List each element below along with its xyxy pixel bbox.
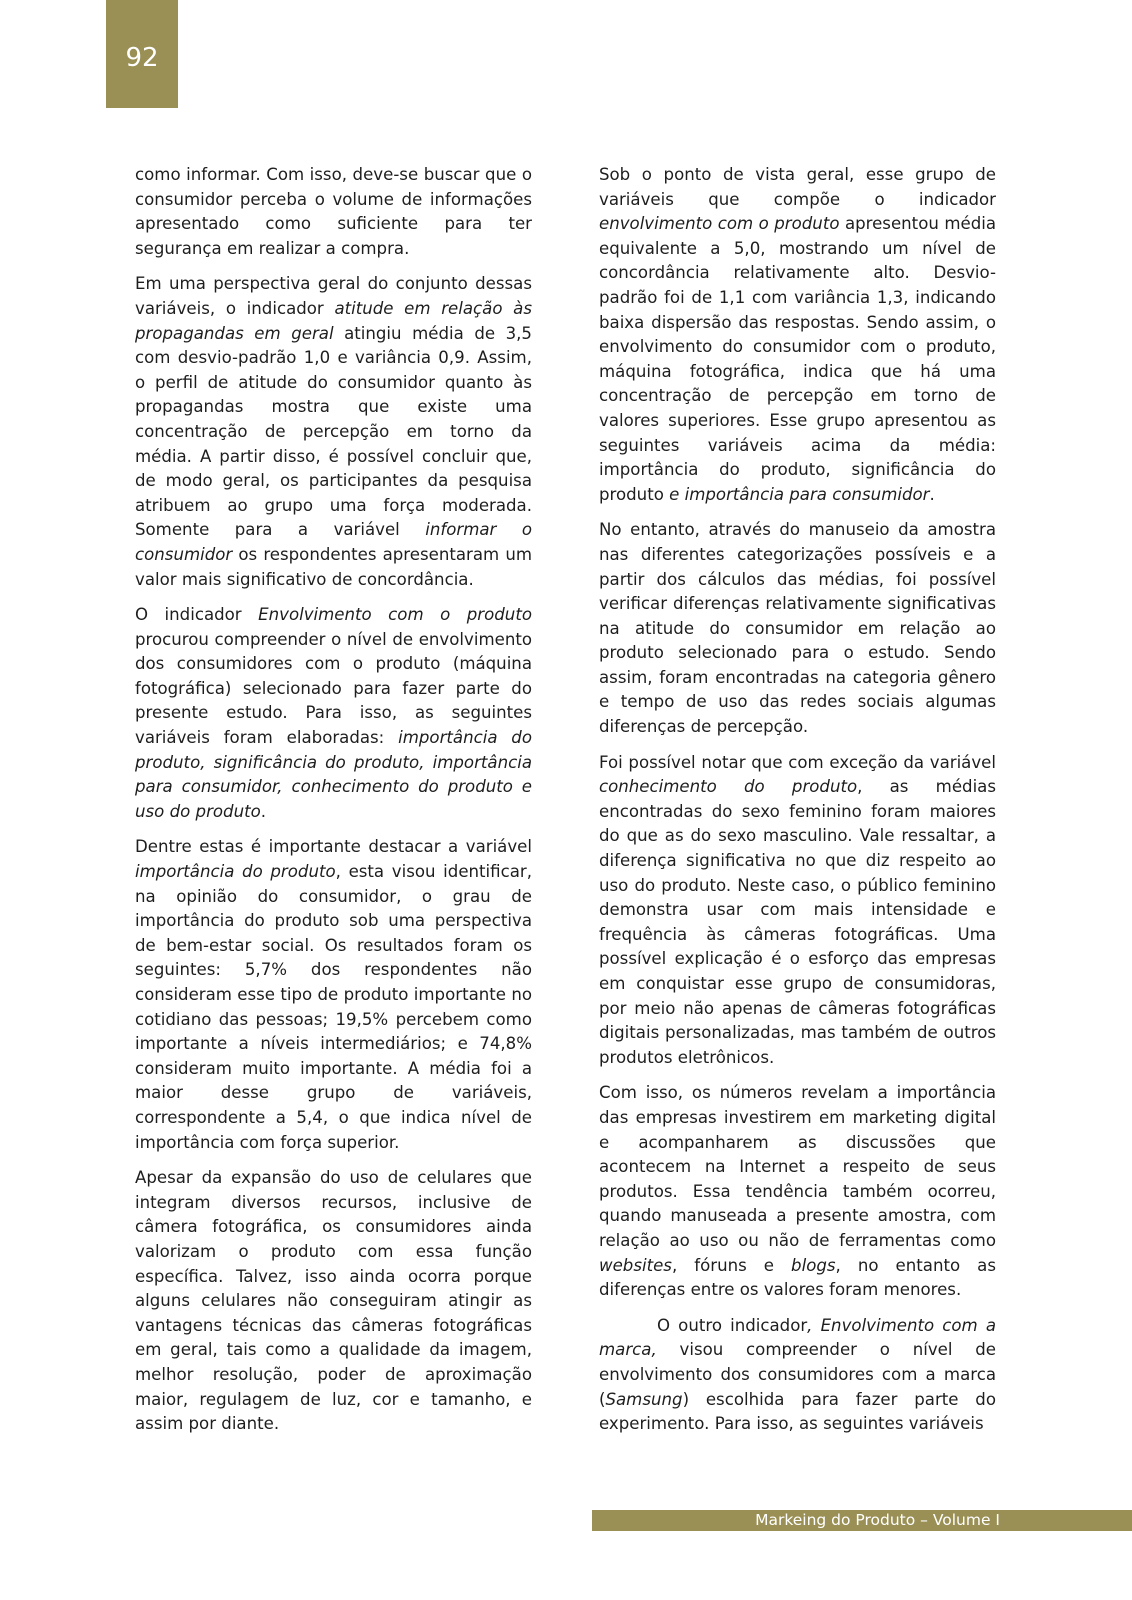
right-paragraph-2: No entanto, através do manuseio da amostra nas diferentes categorizações possíveis e a partir dos cálculos das médias, foi possível verificar diferenças relativamente significativas na atitude do consumidor em relação ao produto selecionado para o estudo. Sendo assim, foram encontradas na categoria gênero e tempo de uso das redes sociais algumas diferenças de percepção. xyxy=(599,520,996,737)
right-paragraph-3: Foi possível notar que com exceção da variável conhecimento do produto, as médias encontradas do sexo feminino foram maiores do que as do sexo masculino. Vale ressaltar, a diferença significativa no que diz respeito ao uso do produto. Neste caso, o público feminino demonstra usar com mais intensidade e frequência às câmeras fotográficas. Uma possível explicação é o esforço das empresas em conquistar esse grupo de consumidoras, por meio não apenas de câmeras fotográficas digitais personalizadas, mas também de outros produtos eletrônicos. xyxy=(599,752,996,1067)
left-paragraph-2: Em uma perspectiva geral do conjunto dessas variáveis, o indicador atitude em relação às propagandas em geral atingiu média de 3,5 com desvio-padrão 1,0 e variância 0,9. Assim, o perfil de atitude do consumidor quanto às propagandas mostra que existe uma concentração de percepção em torno da média. A partir disso, é possível concluir que, de modo geral, os participantes da pesquisa atribuem ao grupo uma força moderada. Somente para a variável informar o consumidor os respondentes apresentaram um valor mais significativo de concordância. xyxy=(135,274,533,589)
right-paragraph-1: Sob o ponto de vista geral, esse grupo de variáveis que compõe o indicador envolvimento com o produto apresentou média equivalente a 5,0, mostrando um nível de concordância relativamente alto. Desvio-padrão foi de 1,1 com variância 1,3, indicando baixa dispersão das respostas. Sendo assim, o envolvimento do consumidor com o produto, máquina fotográfica, indica que há uma concentração de percepção em torno de valores superiores. Esse grupo apresentou as seguintes variáveis acima da média: importância do produto, significância do produto e importância para consumidor. xyxy=(599,165,997,504)
right-column xyxy=(599,163,996,1448)
left-column xyxy=(135,163,532,1448)
left-paragraph-5: Apesar da expansão do uso de celulares que integram diversos recursos, inclusive de câmera fotográfica, os consumidores ainda valorizam o produto com essa função específica. Talvez, isso ainda ocorra porque alguns celulares não conseguiram atingir as vantagens técnicas das câmeras fotográficas em geral, tais como a qualidade da imagem, melhor resolução, poder de aproximação maior, regulagem de luz, cor e tamanho, e assim por diante. xyxy=(135,1168,532,1434)
footer-bar xyxy=(592,1510,1132,1531)
page-number: 92 xyxy=(125,43,159,73)
left-paragraph-4: Dentre estas é importante destacar a variável importância do produto, esta visou identificar, na opinião do consumidor, o grau de importância do produto sob uma perspectiva de bem-estar social. Os resultados foram os seguintes: 5,7% dos respondentes não consideram esse tipo de produto importante no cotidiano das pessoas; 19,5% percebem como importante a níveis intermediários; e 74,8% consideram muito importante. A média foi a maior desse grupo de variáveis, correspondente a 5,4, o que indica nível de importância com força superior. xyxy=(135,837,533,1152)
page-number-box xyxy=(106,0,178,108)
right-paragraph-5: O outro indicador, Envolvimento com a marca, visou compreender o nível de envolvimento dos consumidores com a marca (Samsung) escolhida para fazer parte do experimento. Para isso, as seguintes variáveis xyxy=(599,1315,996,1434)
left-paragraph-1: como informar. Com isso, deve-se buscar que o consumidor perceba o volume de informações apresentado como suficiente para ter segurança em realizar a compra. xyxy=(135,165,532,258)
right-paragraph-4: Com isso, os números revelam a importância das empresas investirem em marketing digital e acompanharem as discussões que acontecem na Internet a respeito de seus produtos. Essa tendência também ocorreu, quando manuseada a presente amostra, com relação ao uso ou não de ferramentas como websites, fóruns e blogs, no entanto as diferenças entre os valores foram menores. xyxy=(599,1083,996,1300)
footer-title: Markeing do Produto – Volume I xyxy=(755,1511,1000,1529)
left-paragraph-3: O indicador Envolvimento com o produto procurou compreender o nível de envolvimento dos consumidores com o produto (máquina fotográfica) selecionado para fazer parte do presente estudo. Para isso, as seguintes variáveis foram elaboradas: importância do produto, significância do produto, importância para consumidor, conhecimento do produto e uso do produto. xyxy=(135,605,532,821)
